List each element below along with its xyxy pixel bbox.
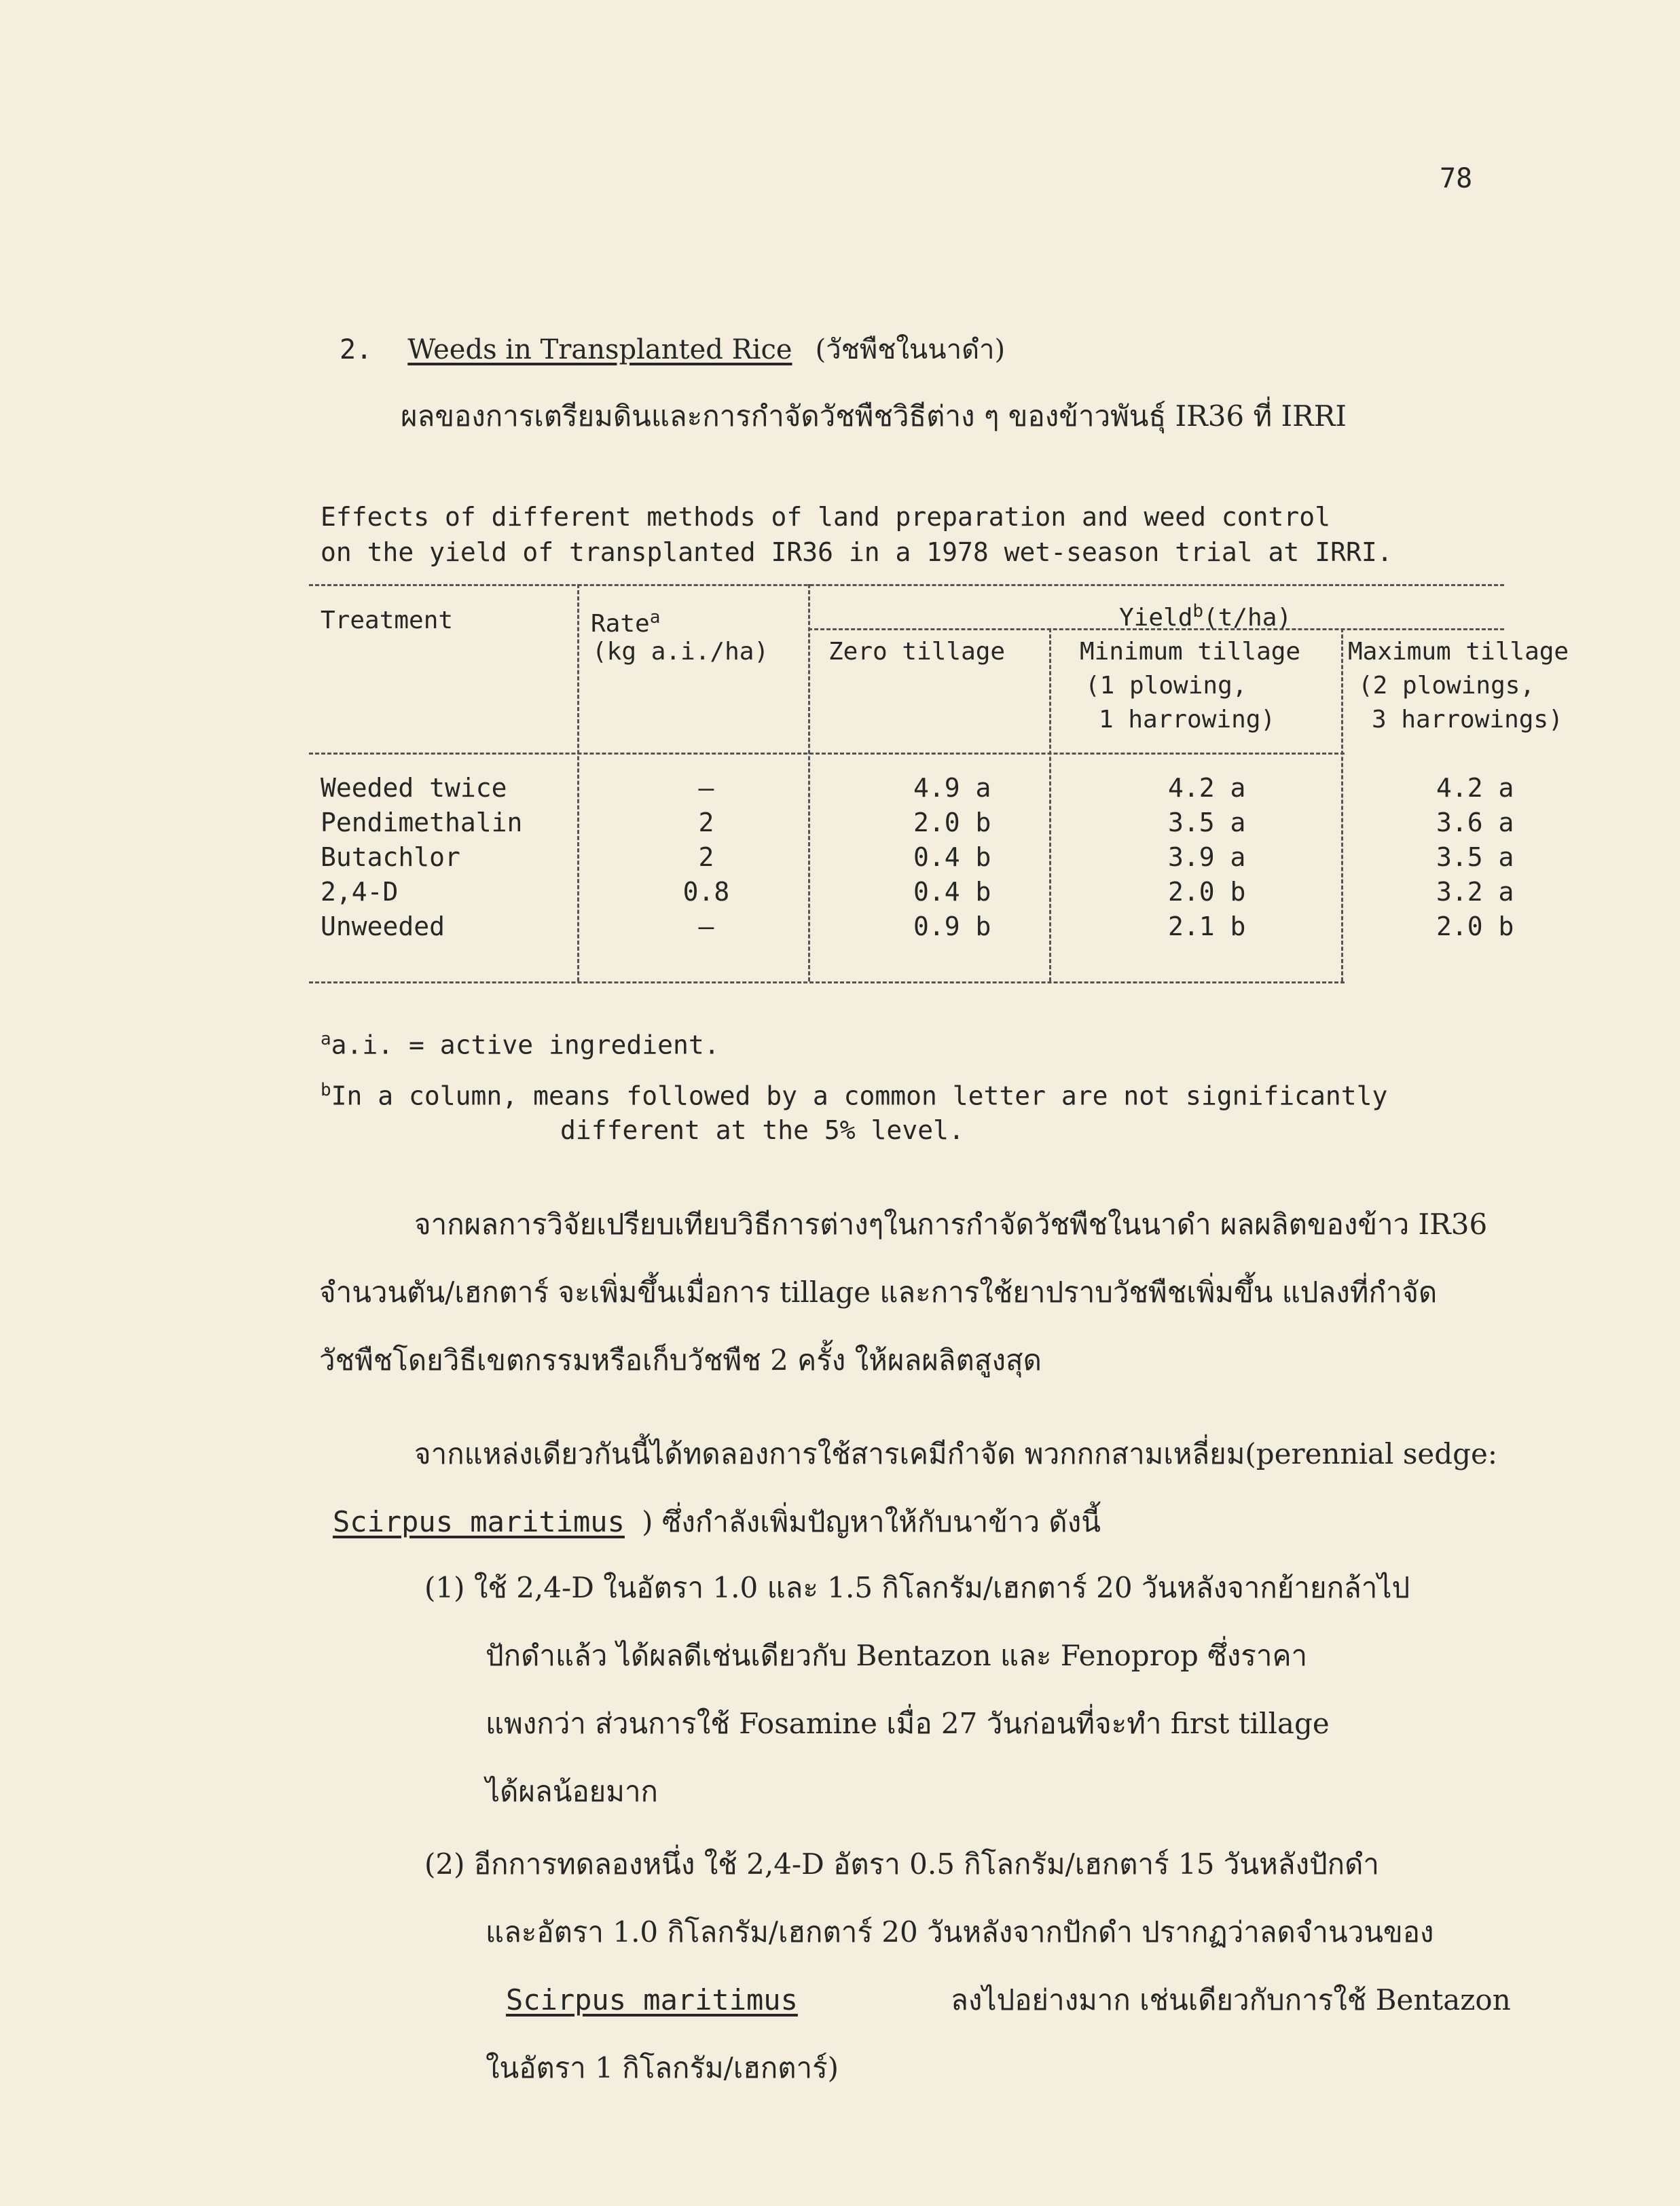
item-2-line-3 <box>506 1978 1511 2023</box>
maximum-tillage-cell: 3.2 a <box>1436 877 1514 907</box>
paragraph-1-line-1: จากผลการวิจัยเปรียบเทียบวิธีการต่างๆในการกำจัดวัชพืชในนาดำ ผลผลิตของข้าว IR36 <box>414 1208 1488 1241</box>
section-title: Weeds in Transplanted Rice <box>407 334 792 365</box>
section-number: 2. <box>340 334 373 365</box>
treatment-cell: Pendimethalin <box>321 808 523 837</box>
table-caption-line-1: Effects of different methods of land preparation and weed control <box>321 502 1331 532</box>
header-zero-tillage: Zero tillage <box>828 638 1006 666</box>
minimum-tillage-cell: 2.1 b <box>1168 911 1246 941</box>
table-caption-line-2: on the yield of transplanted IR36 in a 1978 wet-season trial at IRRI. <box>321 537 1393 567</box>
treatment-cell: Butachlor <box>321 842 460 872</box>
column-treatment <box>321 771 522 944</box>
item-1-line-1: (1) ใช้ 2,4-D ในอัตรา 1.0 และ 1.5 กิโลกรัม/เฮกตาร์ 20 วันหลังจากย้ายกล้าไป <box>424 1571 1410 1604</box>
header-treatment: Treatment <box>321 607 454 634</box>
header-minimum-tillage: Minimum tillage <box>1080 638 1301 666</box>
paragraph-2-line-1: จากแหล่งเดียวกันนี้ได้ทดลองการใช้สารเคมีกำจัด พวกกกสามเหลี่ยม(perennial sedge: <box>414 1437 1498 1470</box>
treatment-cell: Unweeded <box>321 911 445 941</box>
zero-tillage-cell: 0.4 b <box>913 877 991 907</box>
minimum-tillage-cell: 3.5 a <box>1168 808 1246 837</box>
table-caption <box>321 499 1393 570</box>
maximum-tillage-cell: 2.0 b <box>1436 911 1514 941</box>
item-2-line-4: ในอัตรา 1 กิโลกรัม/เฮกตาร์) <box>486 2051 839 2084</box>
footnote-a-text: a.i. = active ingredient. <box>331 1030 720 1060</box>
section-title-thai: (วัชพืชในนาดำ) <box>815 334 1006 365</box>
table-vrule-2 <box>808 584 810 981</box>
zero-tillage-cell: 0.9 b <box>913 911 991 941</box>
item-1-line-3: แพงกว่า ส่วนการใช้ Fosamine เมื่อ 27 วันก่อนที่จะทำ first tillage <box>486 1707 1330 1740</box>
maximum-tillage-cell: 3.6 a <box>1436 808 1514 837</box>
table-top-rule <box>309 584 1504 586</box>
header-maximum-detail-2: 3 harrowings) <box>1372 706 1563 734</box>
rate-cell: – <box>698 911 714 941</box>
header-yield-unit: (t/ha) <box>1203 604 1292 632</box>
header-rate <box>591 601 660 640</box>
table-vrule-4 <box>1341 628 1343 981</box>
section-subtitle: ผลของการเตรียมดินและการกำจัดวัชพืชวิธีต่าง ๆ ของข้าวพันธุ์ IR36 ที่ IRRI <box>401 399 1347 433</box>
header-yield-label: Yield <box>1119 604 1193 632</box>
zero-tillage-cell: 4.9 a <box>913 773 991 803</box>
item-2-line-2: และอัตรา 1.0 กิโลกรัม/เฮกตาร์ 20 วันหลังจากปักดำ ปรากฏว่าลดจำนวนของ <box>486 1915 1434 1949</box>
header-minimum-detail-2: 1 harrowing) <box>1099 706 1276 734</box>
minimum-tillage-cell: 3.9 a <box>1168 842 1246 872</box>
treatment-cell: 2,4-D <box>321 877 399 907</box>
species-name: Scirpus maritimus <box>333 1505 625 1538</box>
footnote-b-text-2: different at the 5% level. <box>560 1115 964 1145</box>
paragraph-2-line-2-rest: ) ซึ่งกำลังเพิ่มปัญหาให้กับนาข้าว ดังนี้ <box>642 1505 1101 1538</box>
paragraph-2-line-2 <box>333 1500 1101 1544</box>
table-vrule-1 <box>577 584 579 981</box>
header-rate-label: Rate <box>591 610 650 638</box>
item-1-line-2: ปักดำแล้ว ได้ผลดีเช่นเดียวกับ Bentazon และ Fenoprop ซึ่งราคา <box>486 1639 1308 1672</box>
page-number: 78 <box>1440 163 1473 194</box>
column-zero-tillage <box>913 771 991 944</box>
zero-tillage-cell: 2.0 b <box>913 808 991 837</box>
zero-tillage-cell: 0.4 b <box>913 842 991 872</box>
column-minimum-tillage <box>1168 771 1245 944</box>
rate-cell: – <box>698 773 714 803</box>
header-yield <box>1119 595 1292 634</box>
footnote-a-mark: a <box>321 1029 331 1049</box>
footnote-b-mark: b <box>321 1080 331 1100</box>
column-maximum-tillage <box>1436 771 1514 944</box>
header-minimum-detail-1: (1 plowing, <box>1085 672 1247 700</box>
header-yield-sup: b <box>1192 601 1204 621</box>
rate-cell: 2 <box>698 808 714 837</box>
header-maximum-tillage: Maximum tillage <box>1348 638 1569 666</box>
paragraph-1-line-2: จำนวนตัน/เฮกตาร์ จะเพิ่มขึ้นเมื่อการ tillage และการใช้ยาปราบวัชพืชเพิ่มขึ้น แปลงที่กำจัด <box>319 1276 1438 1309</box>
item-2-line-3-rest: ลงไปอย่างมาก เช่นเดียวกับการใช้ Bentazon <box>951 1983 1511 2017</box>
column-rate <box>679 771 733 944</box>
header-rate-unit: (kg a.i./ha) <box>592 638 769 666</box>
treatment-cell: Weeded twice <box>321 773 507 803</box>
footnote-a <box>321 1029 720 1060</box>
table-bottom-rule <box>309 981 1345 983</box>
header-rate-sup: a <box>649 607 661 628</box>
item-2-line-1: (2) อีกการทดลองหนึ่ง ใช้ 2,4-D อัตรา 0.5 กิโลกรัม/เฮกตาร์ 15 วันหลังปักดำ <box>424 1847 1379 1881</box>
paragraph-1-line-3: วัชพืชโดยวิธีเขตกรรมหรือเก็บวัชพืช 2 ครั้ง ให้ผลผลิตสูงสุด <box>319 1343 1042 1377</box>
item-1-line-4: ได้ผลน้อยมาก <box>486 1775 658 1808</box>
minimum-tillage-cell: 2.0 b <box>1168 877 1246 907</box>
maximum-tillage-cell: 4.2 a <box>1436 773 1514 803</box>
rate-cell: 2 <box>698 842 714 872</box>
footnote-b-text-1: In a column, means followed by a common letter are not significantly <box>331 1081 1388 1111</box>
table-vrule-3 <box>1049 628 1051 981</box>
table-header-rule <box>309 753 1345 755</box>
maximum-tillage-cell: 3.5 a <box>1436 842 1514 872</box>
footnote-b <box>321 1080 1387 1111</box>
section-heading <box>340 327 1005 371</box>
rate-cell: 0.8 <box>682 877 730 907</box>
minimum-tillage-cell: 4.2 a <box>1168 773 1246 803</box>
header-maximum-detail-1: (2 plowings, <box>1358 672 1535 700</box>
species-name: Scirpus maritimus <box>506 1983 798 2017</box>
